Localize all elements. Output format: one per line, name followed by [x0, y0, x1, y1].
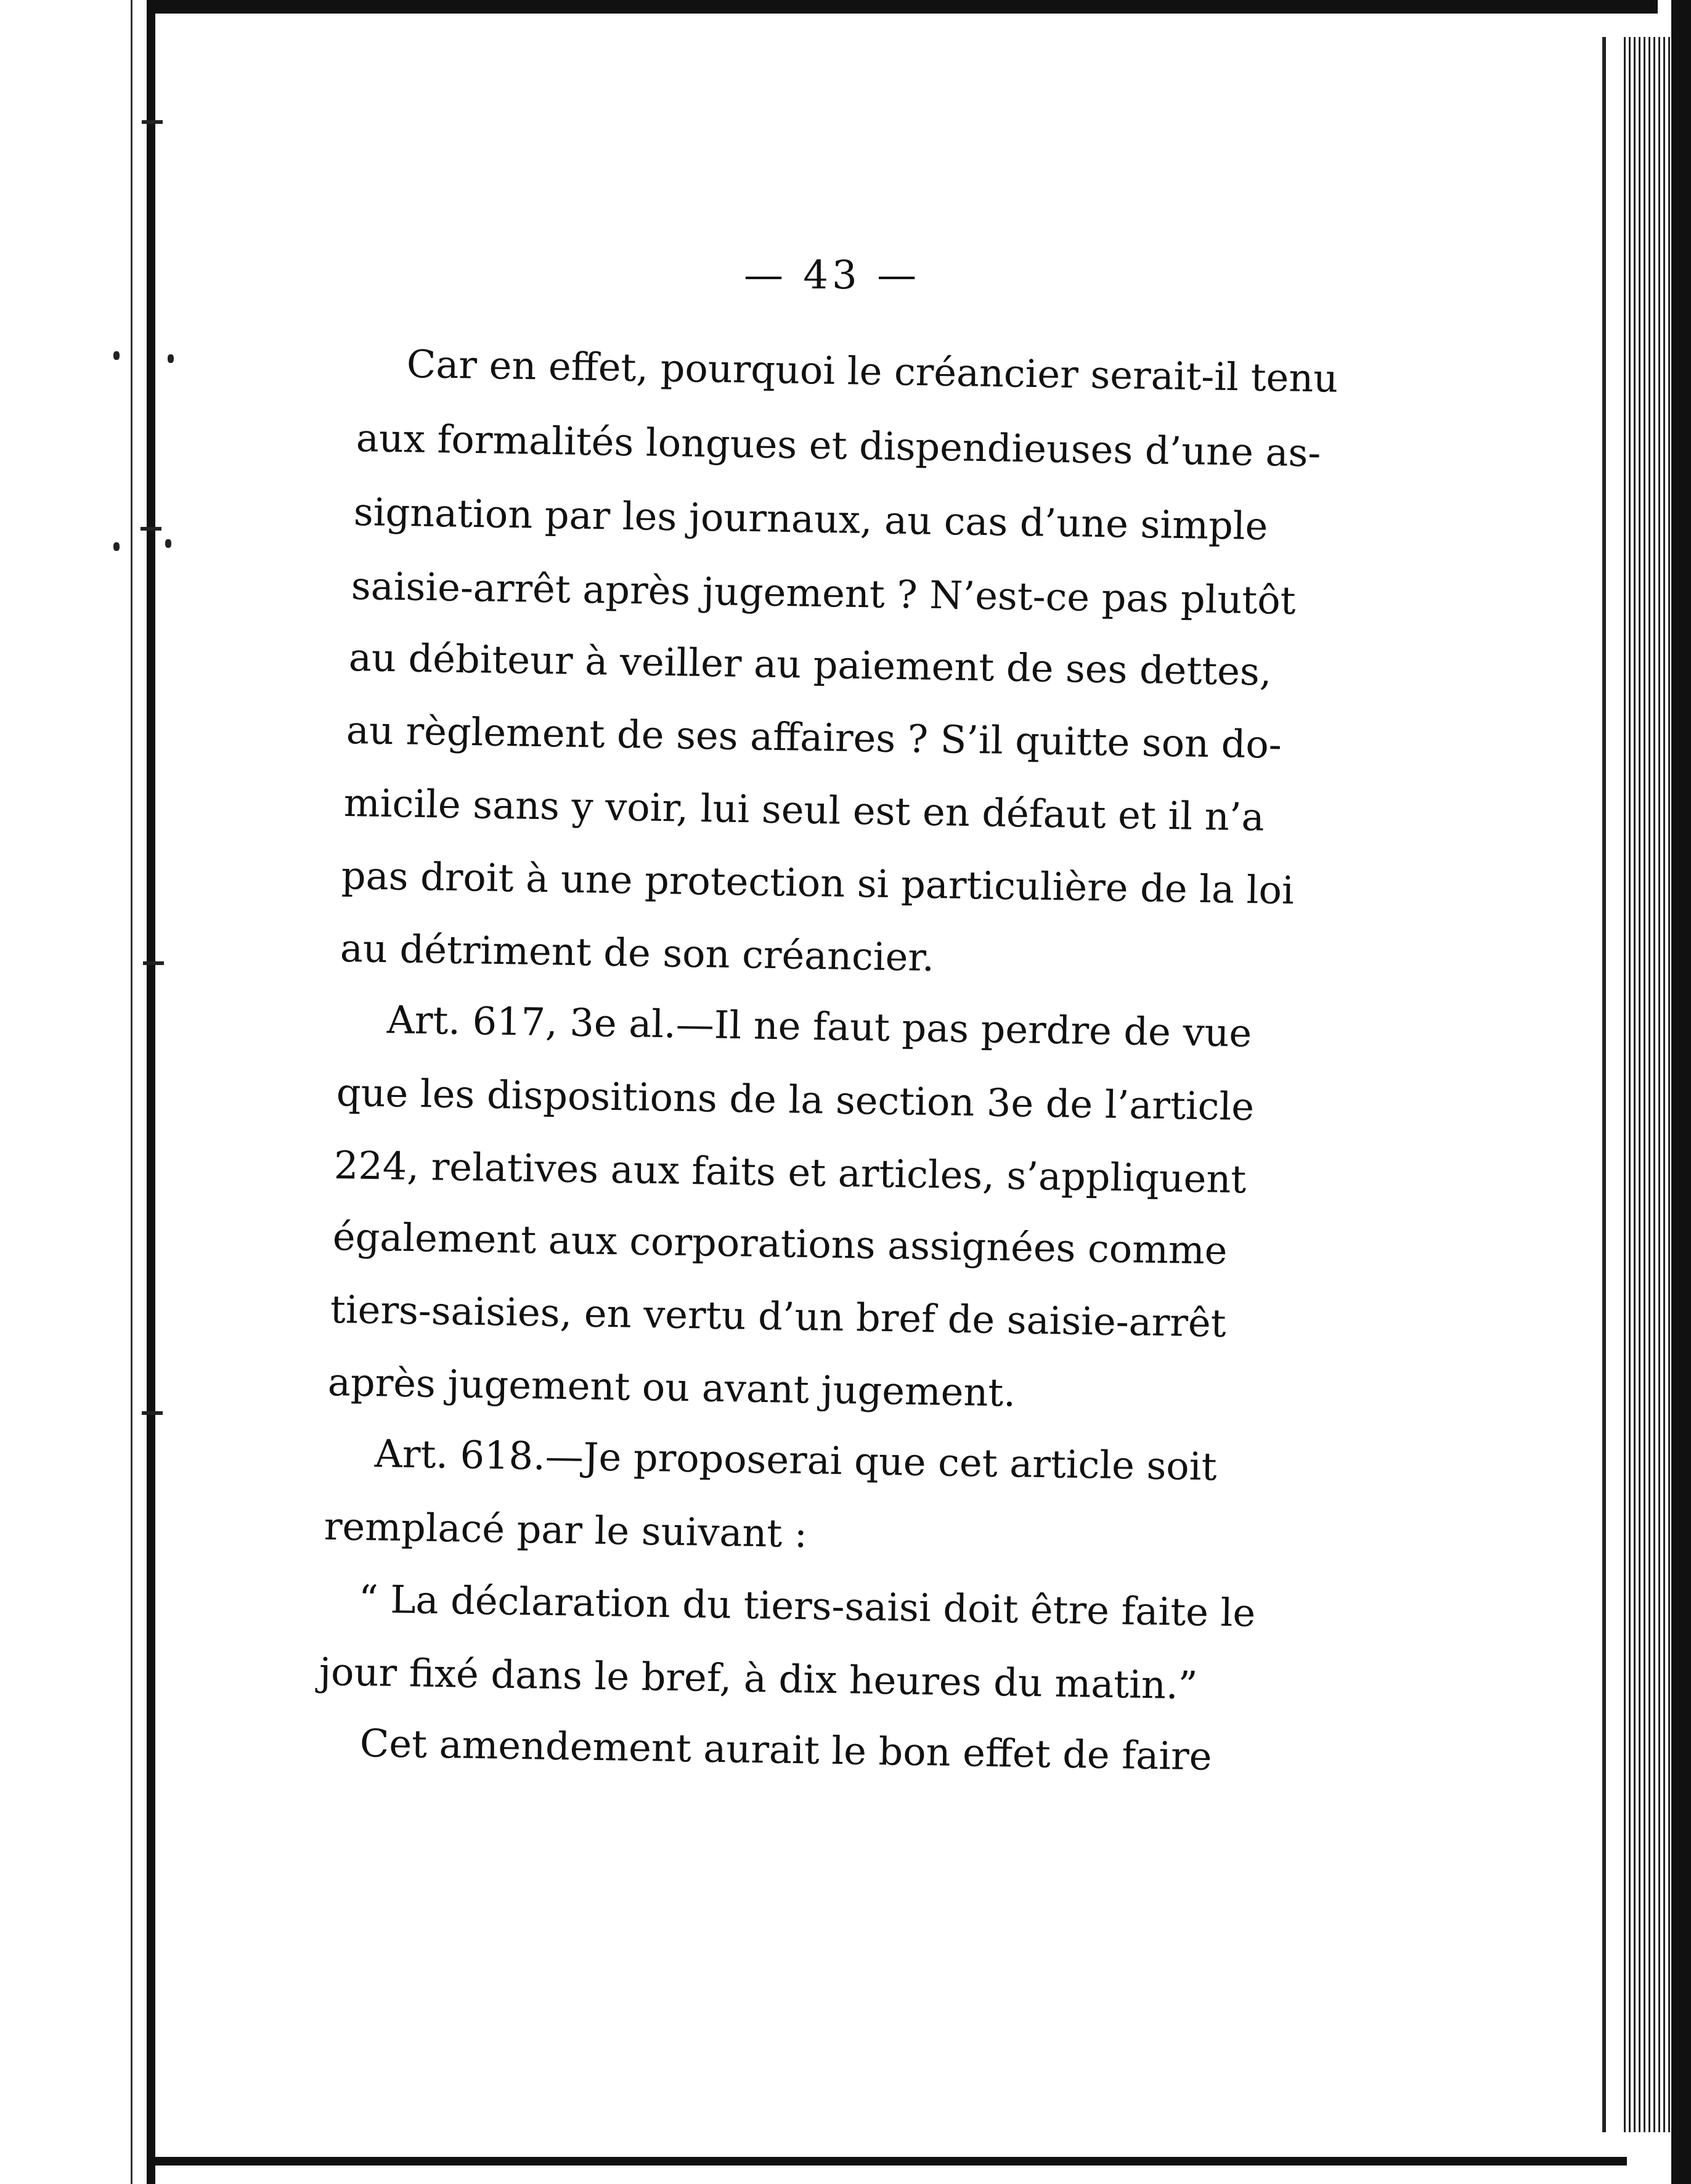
binding-edge-thin — [131, 0, 132, 2184]
binding-mark — [141, 527, 161, 531]
text-line: que les dispositions de la section 3e de l’article — [336, 1070, 1255, 1130]
text-line: pas droit à une protection si particulière de la loi — [341, 853, 1295, 913]
binding-speck — [113, 542, 120, 551]
text-line: Art. 618.—Je proposerai que cet article soit — [374, 1431, 1218, 1489]
text-line: au détriment de son créancier. — [340, 926, 935, 980]
text-line: au débiteur à veiller au paiement de ses dettes, — [348, 635, 1273, 695]
page-stack-inner-edge — [1602, 37, 1606, 2132]
page-number: — 43 — — [743, 253, 921, 298]
text-line: Cet amendement aurait le bon effet de faire — [359, 1721, 1213, 1779]
text-line: jour fixé dans le bref, à dix heures du matin.” — [319, 1649, 1198, 1708]
page-stack-edges — [1621, 37, 1670, 2132]
text-line: signation par les journaux, au cas d’une simple — [353, 489, 1268, 549]
text-line: aux formalités longues et dispendieuses d’une as- — [356, 415, 1321, 476]
text-line: 224, relatives aux faits et articles, s’appliquent — [333, 1143, 1247, 1202]
text-line: au règlement de ses affaires ? S’il quitte son do- — [346, 707, 1282, 767]
binding-speck — [113, 351, 120, 360]
text-line: tiers-saisies, en vertu d’un bref de saisie-arrêt — [330, 1287, 1227, 1346]
text-line: remplacé par le suivant : — [324, 1504, 808, 1557]
binding-mark — [142, 120, 163, 124]
text-line: Art. 617, 3e al.—Il ne faut pas perdre de vue — [386, 997, 1252, 1056]
text-line: Car en effet, pourquoi le créancier serait-il tenu — [406, 341, 1339, 401]
text-line: micile sans y voir, lui seul est en défaut et il n’a — [343, 780, 1265, 840]
binding-mark — [143, 961, 164, 965]
binding-speck — [168, 354, 174, 363]
text-line: saisie-arrêt après jugement ? N’est-ce pas plutôt — [351, 563, 1297, 624]
binding-edge — [147, 0, 155, 2184]
scan-top-border — [154, 0, 1658, 14]
scan-right-border — [1671, 0, 1691, 2184]
text-line: également aux corporations assignées comme — [332, 1214, 1228, 1273]
binding-speck — [165, 539, 171, 548]
scan-bottom-border — [148, 2157, 1627, 2166]
text-line: après jugement ou avant jugement. — [327, 1359, 1016, 1416]
text-line: “ La déclaration du tiers-saisi doit être faite le — [358, 1576, 1256, 1636]
binding-mark — [142, 1411, 163, 1415]
